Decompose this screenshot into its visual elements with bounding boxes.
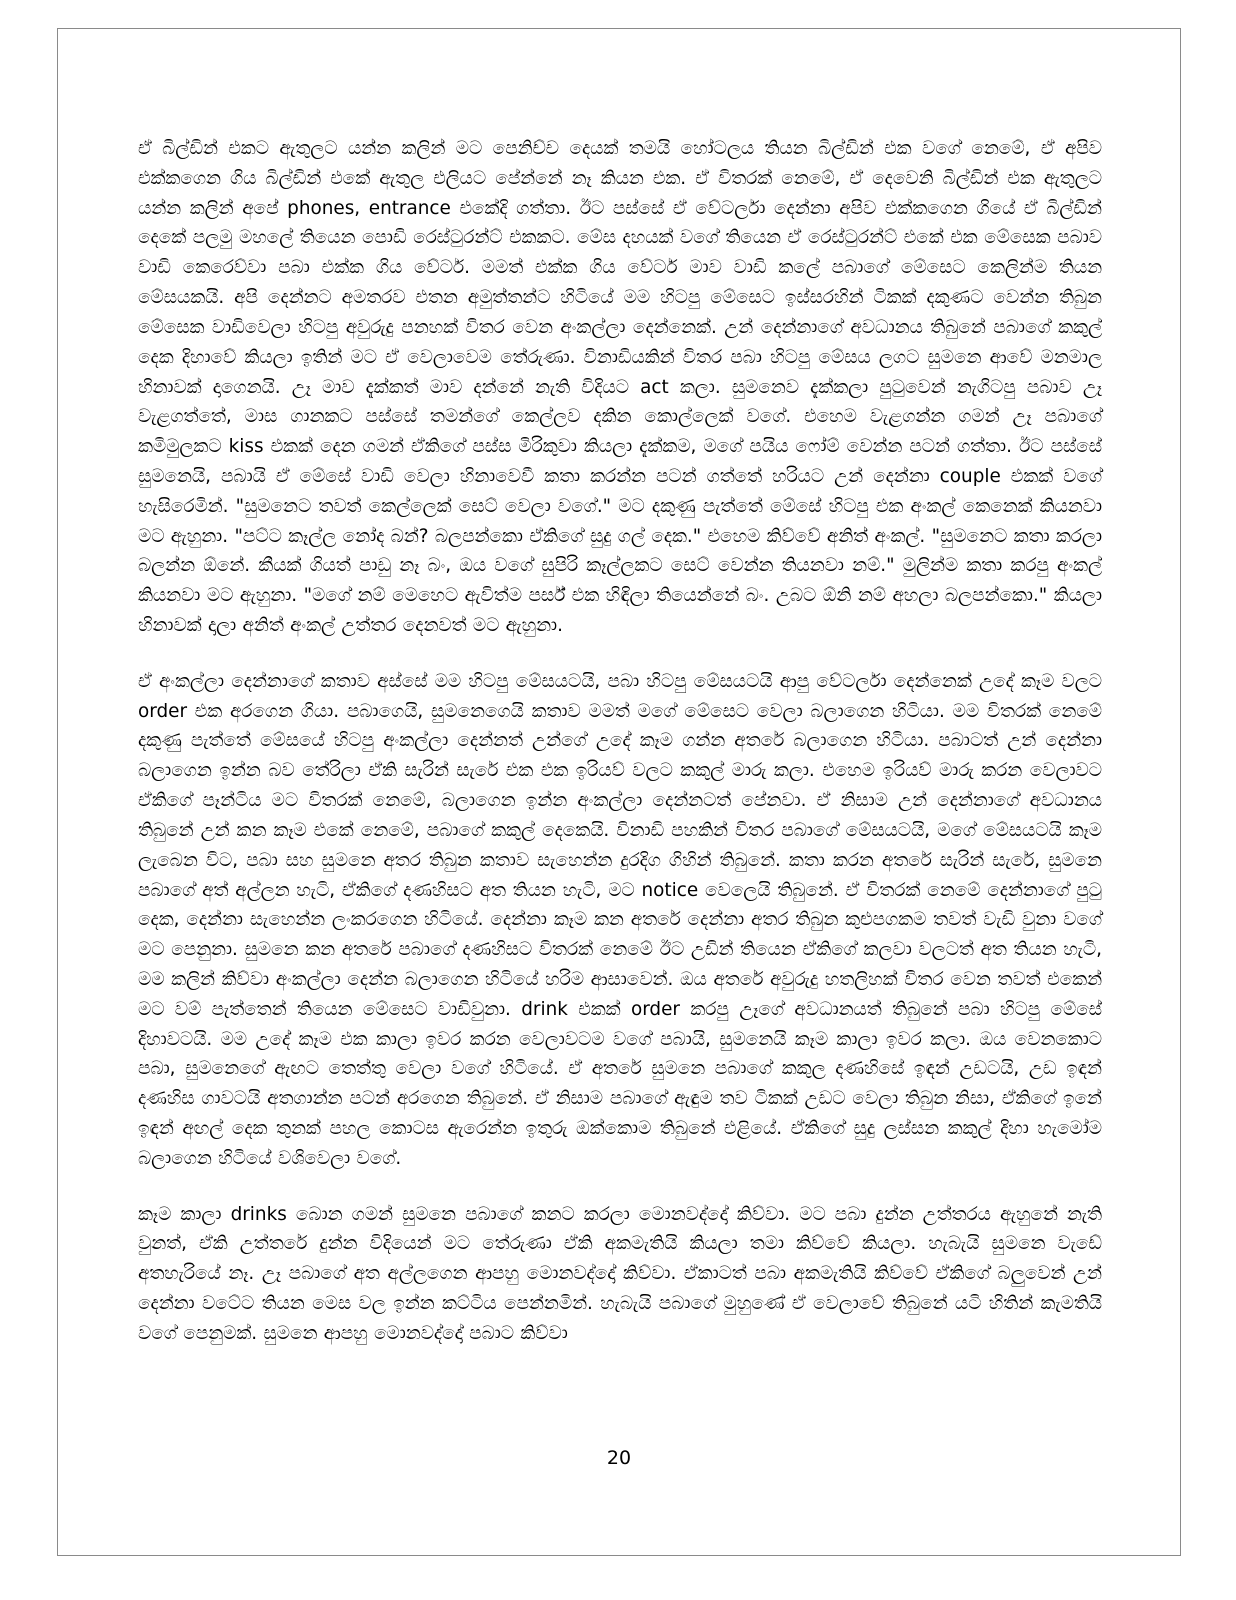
- document-page: [57, 28, 1181, 1556]
- page-number: 20: [606, 1447, 632, 1469]
- paragraph: ඒ බිල්ඩින් එකට ඇතුලට යන්න කලින් මට පෙනිච්ච දෙයක් තමයි හෝටලය තියන බිල්ඩින් එක වගේ නෙමේ, ඒ අපිව එක්කගෙන ගිය බිල්ඩින් එකේ ඇතුල එලියට පේන්නේ නෑ කියන එක. ඒ විතරක් නෙමේ, ඒ දෙවෙනි බිල්ඩින් එක ඇතුලට යන්න කලින් අපේ phones, entrance එකේදි ගත්තා. ඊට පස්සේ ඒ වේටර්ලා දෙන්නා අපිව එක්කගෙන ගියේ ඒ බිල්ඩින් දෙකේ පලමු මහලේ තියෙන පොඩි රෙස්ටුරන්ට් එකකට. මේස දහයක් වගේ තියෙන ඒ රෙස්ටුරන්ට් එකේ එක මේසෙක පබාව වාඩි කෙරෙව්වා පබා එක්ක ගිය වේටර්. මමත් එක්ක ගිය වේටර් මාව වාඩි කලේ පබාගේ මේසෙට කෙලින්ම තියන මේසයකයි. අපි දෙන්නට අමතරව එතන අමුත්තන්ට හිටියේ මම හිටපු මේසෙට ඉස්සරහින් ටිකක් දකුණට වෙන්න තිබුන මේසෙක වාඩිවෙලා හිටපු අවුරුදු පනහක් විතර වෙන අංකල්ලා දෙන්නෙක්. උන් දෙන්නාගේ අවධානය තිබුනේ පබාගේ කකුල් දෙක දිහාවේ කියලා ඉතින් මට ඒ වෙලාවෙම තේරුණා. විනාඩියකින් විතර පබා හිටපු මේසය ලගට සුමනෙ ආවේ මනමාල හිනාවක් දාගෙනයි. උෑ මාව දැක්කත් මාව දන්නේ නැති විදියට act කලා. සුමනෙව දැක්කලා පුටුවෙන් නැගිටපු පබාව උෑ වැළගත්තේ, මාස ගානකට පස්සේ තමන්ගේ කෙල්ලව දකින කොල්ලෙක් වගේ. එහෙම වැළගන්න ගමන් උෑ පබාගේ කමිමුලකට kiss එකක් දෙන ගමන් ඒකිගේ පස්ස මිරිකුවා කියලා දැක්කම, මගේ පයිය ෆෝම් වෙන්න පටන් ගත්තා. ඊට පස්සේ සුමනෙයි, පබායි ඒ මේසේ වාඩි වෙලා හිනාවෙවී කතා කරන්න පටන් ගත්තේ හරියට උන් දෙන්නා couple එකක් වගේ හැසිරෙමින්. "සුමනෙට තවත් කෙල්ලෙක් සෙට් වෙලා වගේ." මට දකුණු පැත්තේ මේසේ හිටපු එක අංකල් කෙනෙක් කියනවා මට ඇහුනා. "පට්ට කෑල්ල නෝද බන්? බලපන්කො ඒකිගේ සුදු ගල් දෙක." එහෙම කිව්වේ අනිත් අංකල්. "සුමනෙට කතා කරලා බලන්න ඕනේ. කීයක් ගියත් පාඩු නෑ බං, ඔය වගේ සුපිරි කෑල්ලකට සෙට් වෙන්න තියනවා නම්." මුලින්ම කතා කරපු අංකල් කියනවා මට ඇහුනා. "මගේ නම් මෙහෙට ඇවිත්ම පර්ස් එක හිඳිලා තියෙන්නේ බං. උබට ඕනි නම් අහලා බලපන්කො." කියලා හිනාවක් දාලා අනිත් අංකල් උත්තර දෙනවත් මට ඇහුනා.: [138, 138, 1102, 636]
- page-body: [138, 134, 1102, 1349]
- paragraph: ඒ අංකල්ලා දෙන්නාගේ කතාව අස්සේ මම හිටපු මේසයටයි, පබා හිටපු මේසයටයි ආපු වේටර්ලා දෙන්නෙක් උදේ කෑම වලට order එක අරගෙන ගියා. පබාගෙයි, සුමනෙගෙයි කතාව මමත් මගේ මේසෙට වෙලා බලාගෙන හිටියා. මම විතරක් නෙමේ දකුණු පැත්තේ මේසයේ හිටපු අංකල්ලා දෙන්නත් උන්ගේ උදේ කෑම ගන්න අතරේ බලාගෙන හිටියා. පබාටත් උන් දෙන්නා බලාගෙන ඉන්න බව තේරිලා ඒකි සැරින් සැරේ එක එක ඉරියව් වලට කකුල් මාරු කලා. එහෙම ඉරියව් මාරු කරන වෙලාවට ඒකිගේ පෑන්ටිය මට විතරක් නෙමේ, බලාගෙන ඉන්න අංකල්ලා දෙන්නටත් පේනවා. ඒ නිසාම උන් දෙන්නාගේ අවධානය තිබුනේ උන් කන කෑම එකේ නෙමේ, පබාගේ කකුල් දෙකෙයි. විනාඩි පහකින් විතර පබාගේ මේසයටයි, මගේ මේසයටයි කෑම ලැබෙන විට, පබා සහ සුමනෙ අතර තිබුන කතාව සැහෙන්න දුරදිග ගිහින් තිබුනේ. කතා කරන අතරේ සැරින් සැරේ, සුමනෙ පබාගේ අත් අල්ලන හැටි, ඒකිගේ දණහිසට අත තියන හැටි, මට notice වෙලෙයි තිබුනේ. ඒ විතරක් නෙමේ දෙන්නාගේ පුටු දෙක, දෙන්නා සැහෙන්න ලංකරගෙන හිටියේ. දෙන්නා කෑම කන අතරේ දෙන්නා අතර තිබුන කුළුපගකම තවත් වැඩි වුනා වගේ මට පෙනුනා. සුමනෙ කන අතරේ පබාගේ දණහිසට විතරක් නෙමේ ඊට උඩින් තියෙන ඒකිගේ කලවා වලටත් අත තියන හැටි, මම කලින් කිව්වා අංකල්ලා දෙන්න බලාගෙන හිටියේ හරිම ආසාවෙන්. ඔය අතරේ අවුරුදු හතලිහක් විතර වෙන තවත් එකෙන් මට වම් පැත්තෙන් තියෙන මේසෙට වාඩිවුනා. drink එකක් order කරපු උෑගේ අවධානයත් තිබුනේ පබා හිටපු මේසේ දිහාවටයි. මම උදේ කෑම එක කාලා ඉවර කරන වෙලාවටම වගේ පබායි, සුමනෙයි කෑම කාලා ඉවර කලා. ඔය වෙනකොට පබා, සුමනෙගේ ඇඟට තෙත්තු වෙලා වගේ හිටියේ. ඒ අතරේ සුමනෙ පබාගේ කකුල දණහිසේ ඉඳන් උඩටයි, උඩ ඉඳන් දණහිස ගාවටයි අතගාන්න පටන් අරගෙන තිබුනේ. ඒ නිසාම පබාගේ ඇඳුම තව ටිකක් උඩට වෙලා තිබුන නිසා, ඒකිගේ ඉනේ ඉඳන් අඟල් දෙක තුනක් පහල කොටස ඇරෙන්න ඉතුරු ඔක්කොම තිබුනේ එළියේ. ඒකිගේ සුදු ලස්සන කකුල් දිහා හැමෝම බලාගෙන හිටියේ වශිවෙලා වගේ.: [138, 670, 1102, 1169]
- paragraph: කෑම කාලා drinks බොන ගමන් සුමනෙ පබාගේ කනට කරලා මොනවද්දෝ කිව්වා. මට පබා දුන්න උත්තරය ඇහුනේ නැති වුනත්, ඒකි උත්තරේ දුන්න විදියෙන් මට තේරුණා ඒකි අකමැතියි කියලා තමා කිව්වේ කියලා. හැබැයි සුමනෙ වැඩේ අතහැරියේ නෑ. උෑ පබාගේ අත අල්ලගෙන ආපහු මොනවද්දෝ කිව්වා. ඒකාටත් පබා අකමැතියි කිව්වේ ඒකිගේ බලුවෙන් උන් දෙන්නා වටේට තියන මෙස වල ඉන්න කට්ටිය පෙන්නමින්. හැබැයි පබාගේ මුහුණේ ඒ වෙලාවේ තිබුනේ යටි හිතින් කැමතියි වගේ පෙනුමක්. සුමනෙ ආපහු මොනවද්දෝ පබාට කිව්වා: [138, 1203, 1102, 1344]
